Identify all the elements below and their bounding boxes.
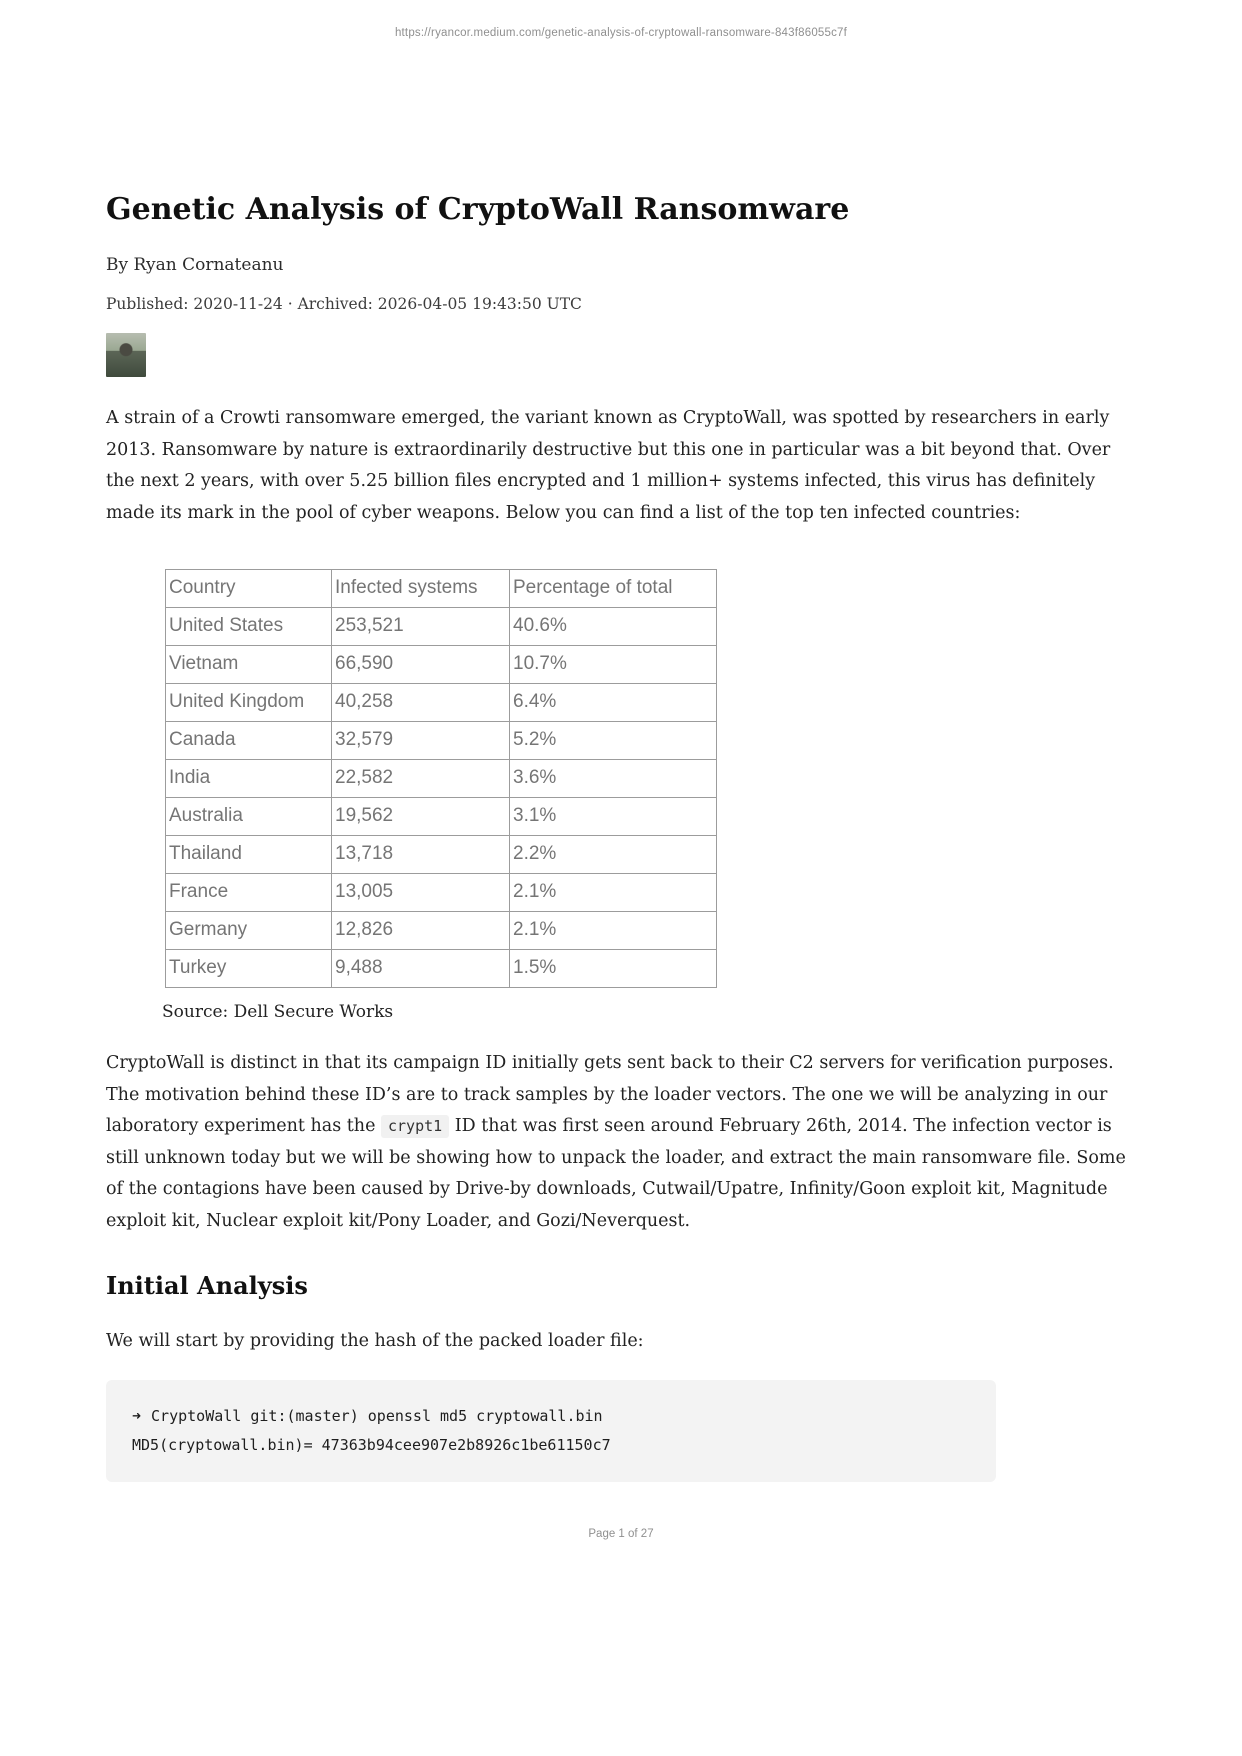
cell-percent: 3.1% <box>510 798 717 836</box>
inline-code-crypt1: crypt1 <box>381 1115 449 1138</box>
shell-prompt-arrow: ➜ <box>132 1406 142 1425</box>
hash-intro-paragraph: We will start by providing the hash of the packed loader file: <box>106 1331 644 1351</box>
paragraph-text: CryptoWall is distinct in that its campaign ID initially gets sent back to their C2 servers for verification purposes. The motivation behind these ID’s are to track samples by the loader vectors. The one we will be analyzing in our laboratory experiment has the <box>106 1053 1114 1136</box>
cell-infected: 40,258 <box>332 684 510 722</box>
cell-country: Vietnam <box>166 646 332 684</box>
cell-country: Turkey <box>166 950 332 988</box>
cell-percent: 3.6% <box>510 760 717 798</box>
cell-infected: 13,005 <box>332 874 510 912</box>
table-row <box>166 950 717 988</box>
author-photo <box>106 333 146 377</box>
cell-country: Australia <box>166 798 332 836</box>
table-row <box>166 608 717 646</box>
cell-infected: 253,521 <box>332 608 510 646</box>
cell-infected: 19,562 <box>332 798 510 836</box>
cell-percent: 2.2% <box>510 836 717 874</box>
cell-infected: 22,582 <box>332 760 510 798</box>
table-row <box>166 798 717 836</box>
table-row <box>166 722 717 760</box>
cell-percent: 1.5% <box>510 950 717 988</box>
cell-infected: 32,579 <box>332 722 510 760</box>
cell-country: United Kingdom <box>166 684 332 722</box>
cell-percent: 2.1% <box>510 912 717 950</box>
article-title: Genetic Analysis of CryptoWall Ransomware <box>106 192 850 227</box>
cell-percent: 6.4% <box>510 684 717 722</box>
published-archived-line: Published: 2020-11-24 · Archived: 2026-04-05 19:43:50 UTC <box>106 295 582 313</box>
cell-country: Germany <box>166 912 332 950</box>
paragraph-text: ID that was first seen around February 26th, 2014. The infection vector is still unknown today but we will be showing how to unpack the loader, and extract the main ransomware file. Some of the contagions have been caused by Drive-by downloads, Cutwail/Upatre, Infinity/Goon exploit kit, Magnitude exploit kit, Nuclear exploit kit/Pony Loader, and Gozi/Neverquest. <box>106 1116 1126 1231</box>
campaign-id-paragraph <box>106 1048 1136 1237</box>
print-header-url: https://ryancor.medium.com/genetic-analysis-of-cryptowall-ransomware-843f86055c7f <box>394 27 848 39</box>
cell-infected: 13,718 <box>332 836 510 874</box>
table-row <box>166 760 717 798</box>
code-line-1 <box>132 1407 603 1425</box>
infected-countries-table <box>165 569 717 988</box>
table-row <box>166 836 717 874</box>
cell-country: Canada <box>166 722 332 760</box>
infected-countries-table-wrap <box>165 569 1136 988</box>
cell-infected: 66,590 <box>332 646 510 684</box>
cell-percent: 2.1% <box>510 874 717 912</box>
cell-percent: 40.6% <box>510 608 717 646</box>
table-source-caption: Source: Dell Secure Works <box>162 1002 394 1022</box>
table-row <box>166 874 717 912</box>
page-number-footer: Page 1 of 27 <box>588 1527 654 1540</box>
table-header-infected-systems: Infected systems <box>332 570 510 608</box>
cell-infected: 9,488 <box>332 950 510 988</box>
cell-country: France <box>166 874 332 912</box>
cell-country: India <box>166 760 332 798</box>
terminal-code-block <box>106 1380 996 1482</box>
cell-infected: 12,826 <box>332 912 510 950</box>
table-row <box>166 646 717 684</box>
article-content <box>106 191 1136 1482</box>
cell-country: United States <box>166 608 332 646</box>
table-header-country: Country <box>166 570 332 608</box>
cell-percent: 5.2% <box>510 722 717 760</box>
code-command: CryptoWall git:(master) openssl md5 cryptowall.bin <box>151 1406 603 1425</box>
cell-country: Thailand <box>166 836 332 874</box>
table-header-row <box>166 570 717 608</box>
table-header-percentage: Percentage of total <box>510 570 717 608</box>
author-byline: By Ryan Cornateanu <box>106 255 284 275</box>
intro-paragraph: A strain of a Crowti ransomware emerged, the variant known as CryptoWall, was spotted by researchers in early 2013. Ransomware by nature is extraordinarily destructive but this one in particular was a bit beyond that. Over the next 2 years, with over 5.25 billion files encrypted and 1 million+ systems infected, this virus has definitely made its mark in the pool of cyber weapons. Below you can find a list of the top ten infected countries: <box>106 408 1111 523</box>
cell-percent: 10.7% <box>510 646 717 684</box>
section-heading-initial-analysis: Initial Analysis <box>106 1271 308 1300</box>
table-row <box>166 684 717 722</box>
table-row <box>166 912 717 950</box>
code-line-2: MD5(cryptowall.bin)= 47363b94cee907e2b8926c1be61150c7 <box>132 1435 611 1454</box>
